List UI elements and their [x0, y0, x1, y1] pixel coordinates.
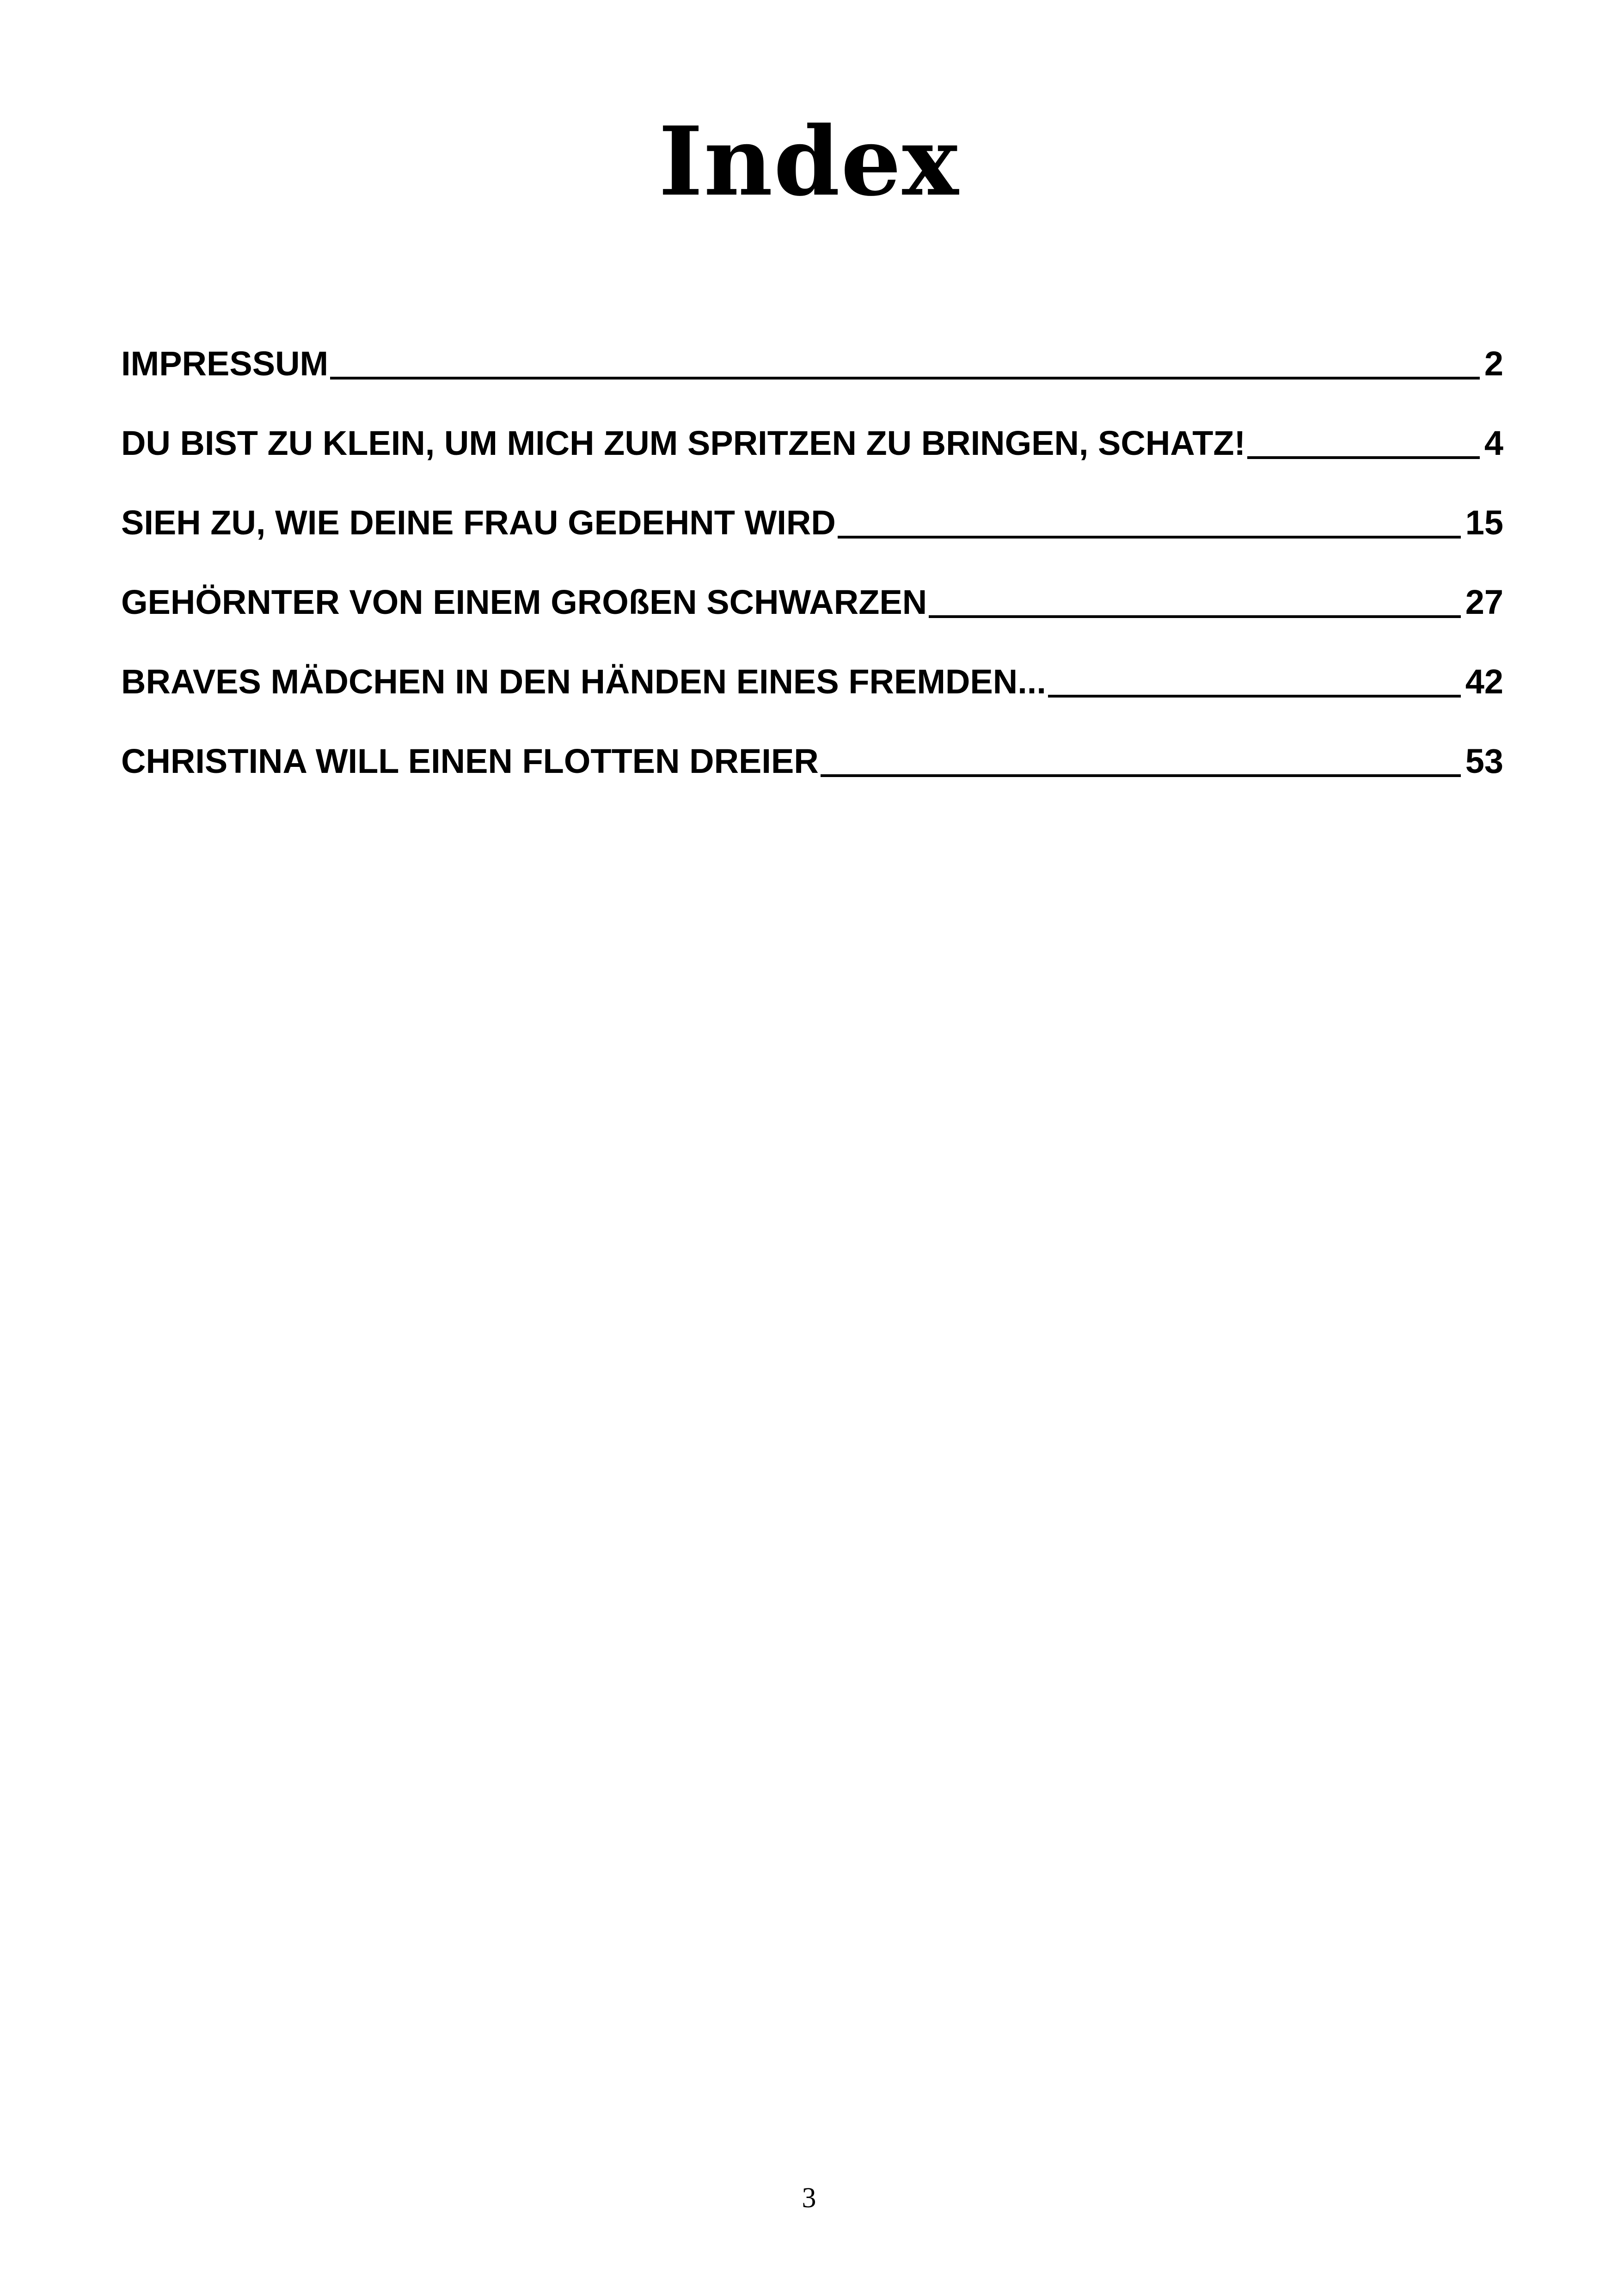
page-title: Index	[658, 106, 960, 217]
toc-leader-line	[929, 615, 1460, 618]
toc-entry-page: 2	[1484, 344, 1503, 383]
toc-entry-title: DU BIST ZU KLEIN, UM MICH ZUM SPRITZEN ZU BRINGEN, SCHATZ!	[121, 424, 1246, 462]
toc-entry-title: BRAVES MÄDCHEN IN DEN HÄNDEN EINES FREMDEN...	[121, 662, 1046, 701]
toc-entry-page: 4	[1484, 424, 1503, 462]
toc-entry-title: IMPRESSUM	[121, 344, 329, 383]
page-number: 3	[802, 2182, 816, 2214]
table-of-contents	[121, 340, 1503, 817]
toc-leader-line	[1048, 695, 1461, 698]
toc-leader-line	[838, 536, 1461, 539]
toc-entry-chapter-2[interactable]	[121, 499, 1503, 545]
toc-entry-title: GEHÖRNTER VON EINEM GROßEN SCHWARZEN	[121, 583, 927, 621]
toc-entry-chapter-1[interactable]	[121, 419, 1503, 465]
toc-leader-line	[821, 774, 1461, 777]
toc-entry-chapter-3[interactable]	[121, 578, 1503, 625]
toc-entry-page: 27	[1465, 583, 1503, 621]
toc-entry-impressum[interactable]	[121, 340, 1503, 386]
toc-entry-chapter-4[interactable]	[121, 658, 1503, 704]
toc-entry-page: 42	[1465, 662, 1503, 701]
toc-entry-page: 53	[1465, 742, 1503, 780]
toc-entry-page: 15	[1465, 503, 1503, 542]
toc-leader-line	[1247, 456, 1480, 459]
toc-entry-title: CHRISTINA WILL EINEN FLOTTEN DREIER	[121, 742, 819, 780]
toc-entry-chapter-5[interactable]	[121, 737, 1503, 784]
toc-entry-title: SIEH ZU, WIE DEINE FRAU GEDEHNT WIRD	[121, 503, 836, 542]
toc-leader-line	[330, 377, 1480, 380]
